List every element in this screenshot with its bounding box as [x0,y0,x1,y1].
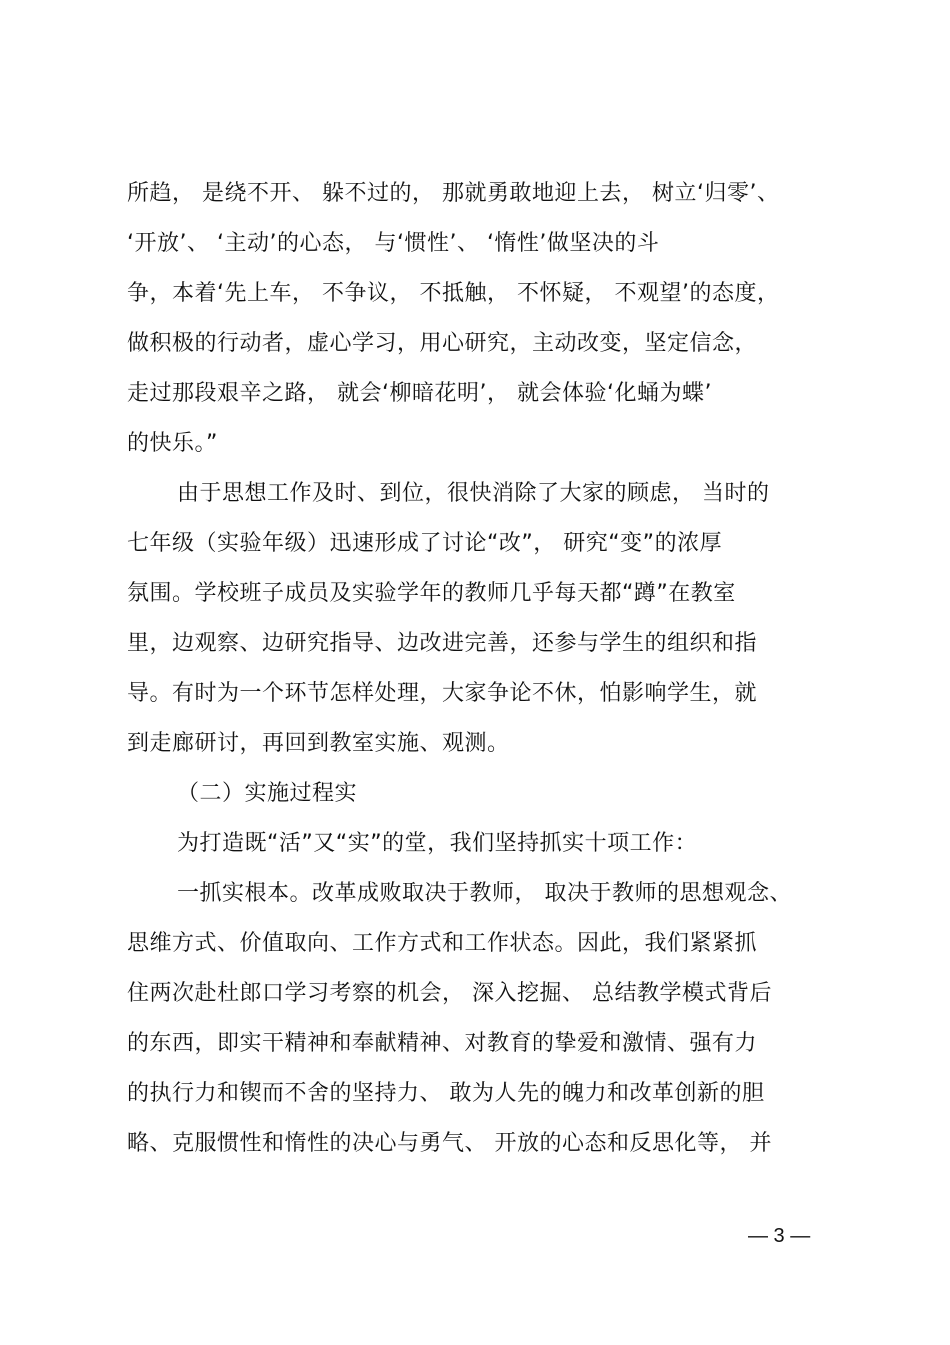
text-line: 略、克服惯性和惰性的决心与勇气、 开放的心态和反思化等， 并 [127,1131,772,1156]
text-line: 到走廊研讨，再回到教室实施、观测。 [127,731,510,756]
text-line: 争，本着‘先上车， 不争议， 不抵触， 不怀疑， 不观望’的态度， [127,281,780,306]
page-number: — 3 — [748,1225,811,1247]
text-line: 的东西，即实干精神和奉献精神、对教育的挚爱和激情、强有力 [127,1031,758,1056]
section-heading: （二）实施过程实 [177,781,358,806]
text-line: 走过那段艰辛之路， 就会‘柳暗花明’， 就会体验‘化蛹为蝶’ [127,381,712,406]
text-line: 住两次赴杜郎口学习考察的机会， 深入挖掘、 总结教学模式背后 [127,981,772,1006]
paragraph-first-line: 由于思想工作及时、到位，很快消除了大家的顾虑， 当时的 [177,481,770,506]
text-line: 导。有时为一个环节怎样处理，大家争论不休，怕影响学生，就 [127,681,758,706]
text-line: 氛围。学校班子成员及实验学年的教师几乎每天都“蹲”在教室 [127,581,736,606]
text-line: 做积极的行动者，虚心学习，用心研究，主动改变，坚定信念， [127,331,758,356]
text-line: ‘开放’、 ‘主动’的心态， 与‘惯性’、 ‘惰性’做坚决的斗 [127,231,660,256]
paragraph-first-line: 为打造既“活”又“实”的堂，我们坚持抓实十项工作： [177,831,698,856]
text-line: 所趋， 是绕不开、 躲不过的， 那就勇敢地迎上去， 树立‘归零’、 [127,181,780,206]
text-line: 思维方式、价值取向、工作方式和工作状态。因此，我们紧紧抓 [127,931,758,956]
text-line: 里，边观察、边研究指导、边改进完善，还参与学生的组织和指 [127,631,758,656]
text-line: 的执行力和锲而不舍的坚持力、 敢为人先的魄力和改革创新的胆 [127,1081,765,1106]
text-line: 七年级（实验年级）迅速形成了讨论“改”， 研究“变”的浓厚 [127,531,723,556]
paragraph-first-line: 一抓实根本。改革成败取决于教师， 取决于教师的思想观念、 [177,881,792,906]
text-line: 的快乐。” [127,431,218,456]
